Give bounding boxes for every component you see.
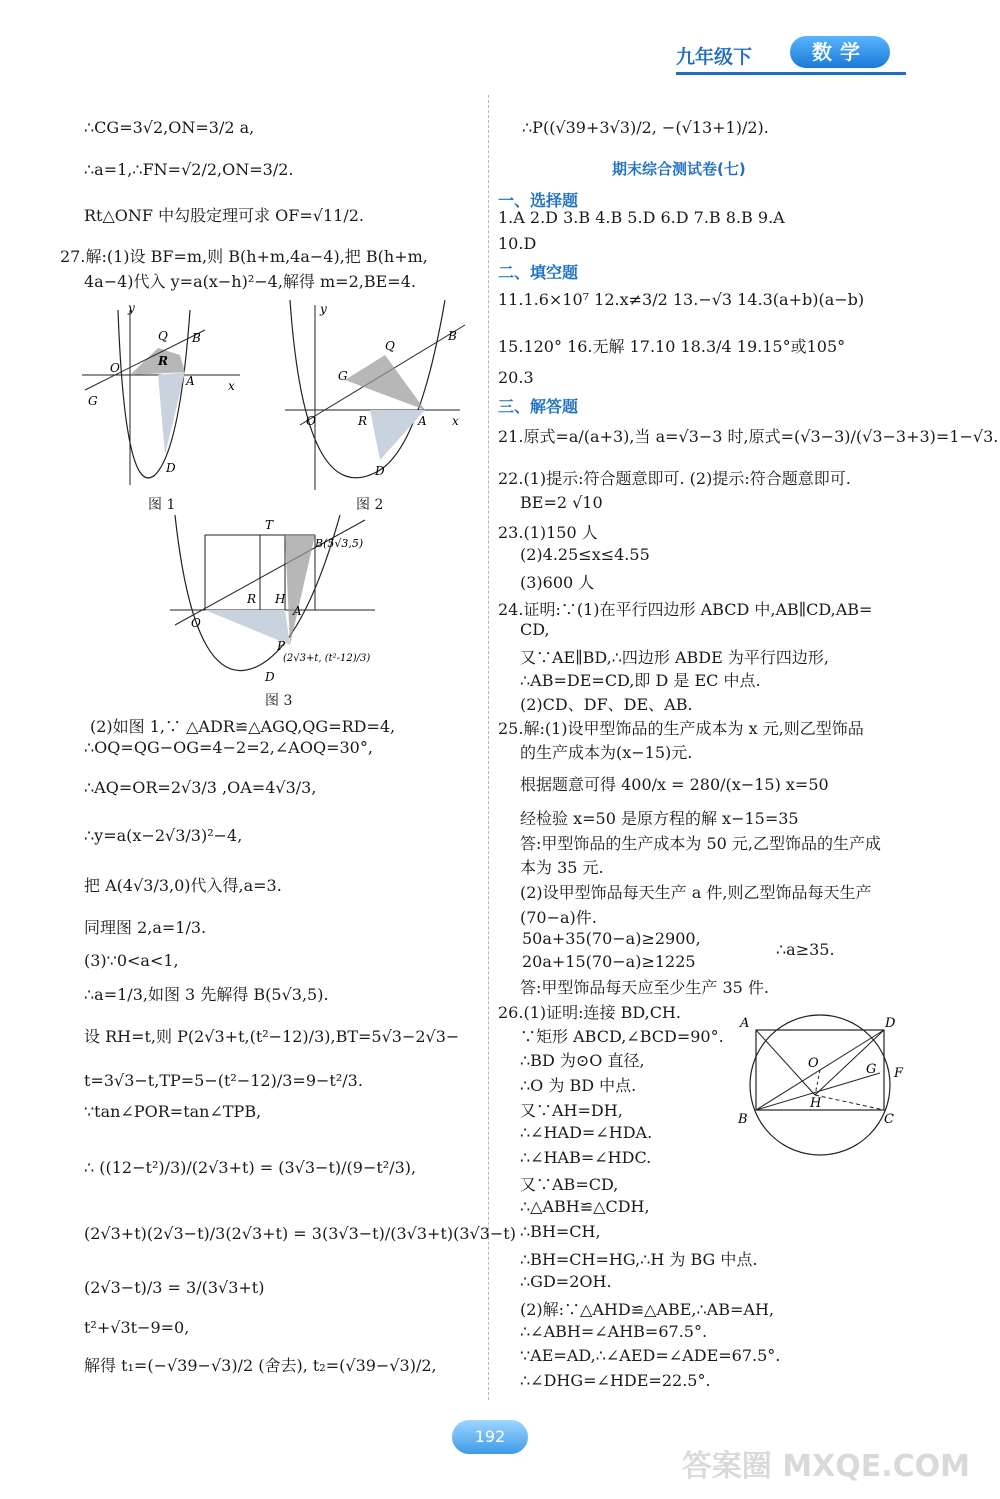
left-line: Rt△ONF 中勾股定理可求 OF=√11/2. [84,206,365,225]
svg-text:O: O [191,616,201,630]
svg-text:y: y [320,302,327,316]
figure-1-graph [80,300,250,490]
right-line: 又∵AE∥BD,∴四边形 ABDE 为平行四边形, [520,648,829,667]
left-line: ∴a=1/3,如图 3 先解得 B(5√3,5). [84,985,329,1004]
left-line: ∴a=1,∴FN=√2/2,ON=3/2. [84,160,294,179]
right-line: ∴△ABH≌△CDH, [520,1197,650,1216]
right-line: ∵AE=AD,∴∠AED=∠ADE=67.5°. [520,1346,781,1365]
left-line: (2√3+t)(2√3−t)/3(2√3+t) = 3(3√3−t)/(3√3+t)(3√3−t) [84,1224,516,1243]
left-line: 同理图 2,a=1/3. [84,918,207,937]
right-line: ∴∠HAD=∠HDA. [520,1123,653,1142]
svg-text:O: O [306,414,316,428]
svg-text:R: R [247,592,257,606]
right-line: 答:甲型饰品的生产成本为 50 元,乙型饰品的生产成 [520,834,882,853]
svg-text:A: A [293,604,302,618]
right-line: (70−a)件. [520,908,597,927]
right-line: ∴∠ABH=∠AHB=67.5°. [520,1322,708,1341]
right-line: 23.(1)150 人 [498,523,598,542]
right-line: 20.3 [498,368,534,387]
figure-2-caption: 图 2 [356,497,384,513]
right-line: ∵矩形 ABCD,∠BCD=90°. [520,1027,724,1046]
svg-text:T: T [265,518,274,532]
right-line: (2)4.25≤x≤4.55 [520,545,650,564]
right-line: 又∵AH=DH, [520,1101,623,1120]
svg-text:P: P [277,639,286,653]
right-line: (2)CD、DF、DE、AB. [520,695,693,714]
svg-text:D: D [885,1016,896,1031]
right-line: 的生产成本为(x−15)元. [520,743,693,762]
svg-text:A: A [186,374,195,388]
svg-text:Q: Q [158,329,168,343]
svg-text:A: A [740,1016,750,1031]
svg-text:H: H [275,592,286,606]
svg-text:A: A [418,414,427,428]
left-line: ∴ ((12−t²)/3)/(2√3+t) = (3√3−t)/(9−t²/3), [84,1158,417,1177]
svg-text:x: x [228,379,235,393]
left-line: (2)如图 1,∵ △ADR≌△AGQ,QG=RD=4, [90,717,396,736]
left-line: 解得 t₁=(−√39−√3)/2 (舍去), t₂=(√39−√3)/2, [84,1356,437,1375]
right-line: ∴∠DHG=∠HDE=22.5°. [520,1371,711,1390]
right-line: ∴P((√39+3√3)/2, −(√13+1)/2). [522,118,769,137]
page-number: 192 [452,1420,528,1454]
section-fill: 二、填空题 [498,263,579,282]
circle-figure [730,1005,915,1165]
right-line: 10.D [498,234,537,253]
right-line: 26.(1)证明:连接 BD,CH. [498,1003,681,1022]
right-line: 根据题意可得 400/x = 280/(x−15) x=50 [520,775,829,794]
right-line: ∴a≥35. [776,940,835,959]
svg-text:H: H [810,1096,822,1111]
right-line: ∴∠HAB=∠HDC. [520,1148,652,1167]
svg-text:R: R [158,354,168,368]
right-line: ∴BH=CH=HG,∴H 为 BG 中点. [520,1250,758,1269]
right-line: ∴BD 为⊙O 直径, [520,1051,645,1070]
right-line: 22.(1)提示:符合题意即可. (2)提示:符合题意即可. [498,469,851,488]
header-subject: 数学 [790,36,890,68]
svg-text:G: G [88,394,98,408]
left-line: ∴y=a(x−2√3/3)²−4, [84,826,243,845]
right-line: (2)解:∵△AHD≌△ABE,∴AB=AH, [520,1300,774,1319]
left-line: (3)∵0<a<1, [84,951,179,970]
section-solve: 三、解答题 [498,397,579,416]
section-choice: 一、选择题 [498,191,579,210]
right-line: 答:甲型饰品每天应至少生产 35 件. [520,978,770,997]
left-line: 设 RH=t,则 P(2√3+t,(t²−12)/3),BT=5√3−2√3− [84,1027,460,1046]
right-line: 1.A 2.D 3.B 4.B 5.D 6.D 7.B 8.B 9.A [498,208,785,227]
svg-text:C: C [884,1112,894,1127]
right-line: ∴AB=DE=CD,即 D 是 EC 中点. [520,671,761,690]
svg-text:B: B [192,331,201,345]
svg-text:G: G [338,369,348,383]
right-line: ∴GD=2OH. [520,1272,612,1291]
svg-text:B: B [448,329,457,343]
svg-text:D: D [265,670,275,684]
left-line: 4a−4)代入 y=a(x−h)²−4,解得 m=2,BE=4. [84,272,416,291]
left-line: 把 A(4√3/3,0)代入得,a=3. [84,876,282,895]
svg-text:R: R [358,414,368,428]
right-line: 50a+35(70−a)≥2900, [522,929,701,948]
right-line: ∴O 为 BD 中点. [520,1076,637,1095]
watermark: 答案圈 MXQE.COM [681,1449,970,1484]
point-b-label: B(5√3,5) [315,537,364,550]
left-line: ∵tan∠POR=tan∠TPB, [84,1102,262,1121]
svg-text:B: B [738,1112,748,1127]
svg-text:D: D [166,461,176,475]
header-grade: 九年级下 [676,46,753,68]
right-line: (3)600 人 [520,573,595,592]
svg-text:O: O [110,361,120,375]
svg-text:O: O [808,1056,819,1071]
figure-3-caption: 图 3 [265,693,293,709]
right-line: CD, [520,620,550,639]
left-line: (2√3−t)/3 = 3/(3√3+t) [84,1278,265,1297]
svg-text:F: F [894,1066,904,1081]
svg-text:x: x [452,414,459,428]
svg-text:y: y [128,301,135,315]
svg-text:D: D [375,464,385,478]
right-line: 25.解:(1)设甲型饰品的生产成本为 x 元,则乙型饰品 [498,719,864,738]
left-line: ∴CG=3√2,ON=3/2 a, [84,118,255,137]
left-line: t²+√3t−9=0, [84,1318,190,1337]
right-line: 11.1.6×10⁷ 12.x≠3/2 13.−√3 14.3(a+b)(a−b) [498,290,865,309]
left-line: t=3√3−t,TP=5−(t²−12)/3=9−t²/3. [84,1071,363,1090]
test-title: 期末综合测试卷(七) [612,160,746,178]
right-line: (2)设甲型饰品每天生产 a 件,则乙型饰品每天生产 [520,883,872,902]
right-line: 15.120° 16.无解 17.10 18.3/4 19.15°或105° [498,337,846,356]
right-line: ∴BH=CH, [520,1222,601,1241]
right-line: 21.原式=a/(a+3),当 a=√3−3 时,原式=(√3−3)/(√3−3+3)=1−√3. [498,427,999,446]
right-line: 又∵AB=CD, [520,1175,619,1194]
column-divider [488,95,489,1400]
figure-2-graph [270,295,470,495]
right-line: BE=2 √10 [520,493,603,512]
right-line: 本为 35 元. [520,858,604,877]
svg-text:Q: Q [385,339,395,353]
right-line: 20a+15(70−a)≥1225 [522,952,696,971]
left-line: 27.解:(1)设 BF=m,则 B(h+m,4a−4),把 B(h+m, [60,247,428,266]
right-line: 24.证明:∵(1)在平行四边形 ABCD 中,AB∥CD,AB= [498,600,873,619]
left-line: ∴OQ=QG−OG=4−2=2,∠AOQ=30°, [84,738,373,757]
left-line: ∴AQ=OR=2√3/3 ,OA=4√3/3, [84,778,317,797]
figure-3-graph [165,515,395,685]
point-p-label: (2√3+t, (t²-12)/3) [283,653,371,664]
figure-1-caption: 图 1 [148,497,176,513]
header-rule [676,72,906,75]
right-line: 经检验 x=50 是原方程的解 x−15=35 [520,809,799,828]
svg-text:G: G [866,1062,877,1077]
